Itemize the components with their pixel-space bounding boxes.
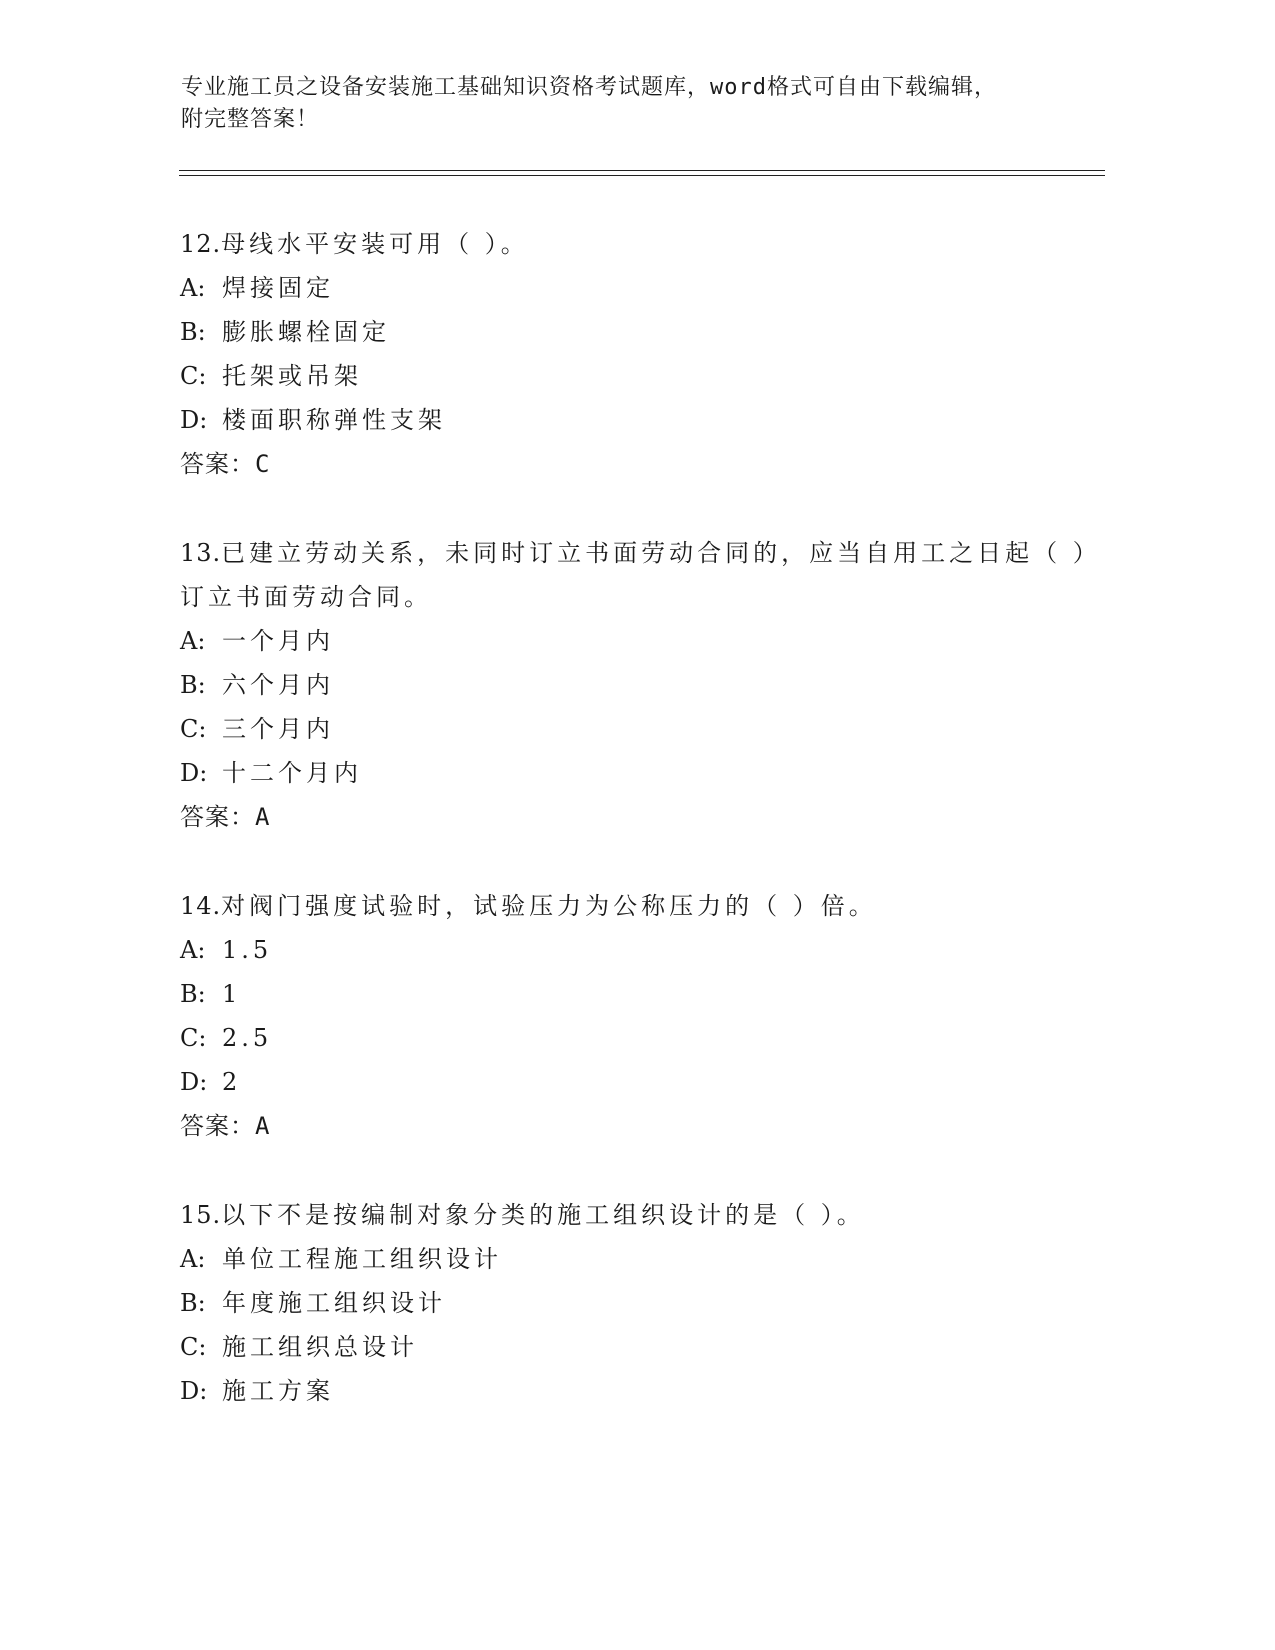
option-b — [180, 972, 1120, 1016]
answer-line — [180, 1104, 1120, 1148]
option-c — [180, 354, 1120, 398]
option-text: 六个月内 — [222, 671, 334, 699]
option-d — [180, 1060, 1120, 1104]
option-text: 一个月内 — [222, 627, 334, 655]
option-text: 焊接固定 — [222, 274, 334, 302]
option-a — [180, 1237, 1120, 1281]
question-number: 14. — [180, 892, 222, 920]
question-list — [180, 222, 1120, 1458]
header-line-2: 附完整答案！ — [181, 107, 320, 132]
question-number: 15. — [180, 1201, 222, 1229]
option-key: B: — [180, 671, 206, 699]
option-b — [180, 310, 1120, 354]
answer-value: A — [255, 1112, 271, 1140]
question-number: 12. — [180, 230, 222, 258]
option-key: D: — [180, 406, 208, 434]
document-header — [181, 72, 1081, 136]
option-text: 2 — [222, 1068, 242, 1096]
option-a — [180, 619, 1120, 663]
option-key: D: — [180, 759, 208, 787]
question-stem — [180, 531, 1120, 619]
option-text: 单位工程施工组织设计 — [222, 1245, 502, 1273]
question-text: 已建立劳动关系，未同时订立书面劳动合同的，应当自用工之日起（ ）订立书面劳动合同。 — [180, 539, 1101, 611]
question-15 — [180, 1193, 1120, 1413]
option-d — [180, 751, 1120, 795]
question-number: 13. — [180, 539, 222, 567]
option-a — [180, 928, 1120, 972]
option-key: A: — [180, 627, 206, 655]
option-key: C: — [180, 362, 207, 390]
option-key: C: — [180, 1333, 207, 1361]
option-text: 楼面职称弹性支架 — [222, 406, 446, 434]
answer-value: A — [255, 803, 271, 831]
option-text: 年度施工组织设计 — [222, 1289, 446, 1317]
option-text: 三个月内 — [222, 715, 334, 743]
option-key: B: — [180, 318, 206, 346]
option-b — [180, 1281, 1120, 1325]
option-d — [180, 398, 1120, 442]
header-divider-bottom — [179, 175, 1105, 176]
option-text: 膨胀螺栓固定 — [222, 318, 390, 346]
option-text: 1 — [222, 980, 242, 1008]
option-key: C: — [180, 1024, 207, 1052]
option-text: 1.5 — [222, 936, 273, 964]
option-key: D: — [180, 1377, 208, 1405]
option-key: A: — [180, 1245, 206, 1273]
option-key: B: — [180, 980, 206, 1008]
answer-line — [180, 795, 1120, 839]
question-text: 对阀门强度试验时，试验压力为公称压力的（ ）倍。 — [221, 892, 877, 920]
option-text: 施工方案 — [222, 1377, 334, 1405]
answer-label: 答案： — [180, 450, 255, 478]
header-divider-top — [179, 170, 1105, 171]
option-key: A: — [180, 274, 206, 302]
header-line-1: 专业施工员之设备安装施工基础知识资格考试题库，word格式可自由下载编辑， — [181, 75, 997, 100]
question-stem — [180, 1193, 1120, 1237]
option-text: 施工组织总设计 — [222, 1333, 418, 1361]
option-key: C: — [180, 715, 207, 743]
answer-line — [180, 442, 1120, 486]
answer-label: 答案： — [180, 1112, 255, 1140]
question-14 — [180, 884, 1120, 1148]
question-13 — [180, 531, 1120, 839]
question-text: 以下不是按编制对象分类的施工组织设计的是（ ）。 — [221, 1201, 865, 1229]
question-stem — [180, 222, 1120, 266]
option-d — [180, 1369, 1120, 1413]
option-key: A: — [180, 936, 206, 964]
option-a — [180, 266, 1120, 310]
option-key: B: — [180, 1289, 206, 1317]
option-c — [180, 707, 1120, 751]
option-key: D: — [180, 1068, 208, 1096]
option-text: 托架或吊架 — [222, 362, 362, 390]
option-c — [180, 1325, 1120, 1369]
question-stem — [180, 884, 1120, 928]
question-12 — [180, 222, 1120, 486]
question-text: 母线水平安装可用（ ）。 — [221, 230, 529, 258]
answer-label: 答案： — [180, 803, 255, 831]
option-c — [180, 1016, 1120, 1060]
answer-value: C — [255, 450, 271, 478]
option-b — [180, 663, 1120, 707]
option-text: 十二个月内 — [222, 759, 362, 787]
option-text: 2.5 — [222, 1024, 273, 1052]
